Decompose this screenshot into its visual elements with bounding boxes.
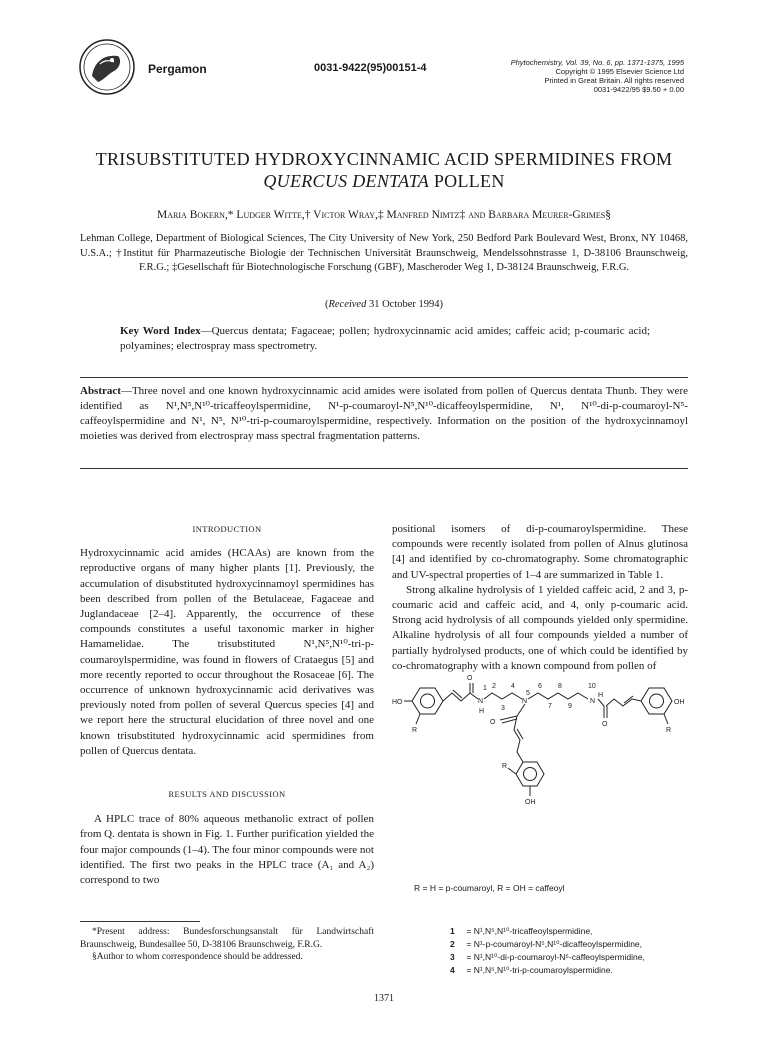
bottom-r-label: R <box>502 763 508 770</box>
right-r-label: R <box>666 727 672 734</box>
right-ring-aromatic <box>650 694 664 708</box>
abstract-rule-bottom <box>80 468 688 469</box>
compound-3: 3 = N¹,N¹⁰-di-p-coumaroyl-N⁵-caffeoylspermidine, <box>450 952 645 962</box>
journal-meta <box>511 58 684 94</box>
compound-2: 2 = N¹-p-coumaroyl-N⁵,N¹⁰-dicaffeoylspermidine, <box>450 939 643 949</box>
n10-h-label: H <box>598 692 604 699</box>
left-ho-label: HO <box>392 699 403 706</box>
bottom-phenyl-ring <box>516 762 544 786</box>
spermidine-structure-diagram <box>392 600 692 870</box>
n10-label: N <box>590 698 596 705</box>
title-line-2 <box>80 170 688 192</box>
footnote-present-address: *Present address: Bundesforschungsanstalt für Landwirtschaft Braunschweig, Bundesallee 50, D-38106 Braunschweig, F.R.G. <box>80 927 374 950</box>
compound-4: 4 = N¹,N⁵,N¹⁰-tri-p-coumaroylspermidine. <box>450 965 613 975</box>
received-value: 31 October 1994 <box>366 299 440 310</box>
publisher-name: Pergamon <box>148 62 207 76</box>
locant-6: 6 <box>538 683 542 690</box>
left-column <box>80 522 374 888</box>
right-oh-label: OH <box>674 699 685 706</box>
footnotes <box>80 926 374 964</box>
article-title <box>80 148 688 192</box>
keywords-label: Key Word Index <box>120 325 201 337</box>
received-date: (Received 31 October 1994) <box>324 299 444 310</box>
abstract-rule-top <box>80 377 688 378</box>
locant-8: 8 <box>558 683 562 690</box>
compound-list <box>450 925 645 977</box>
keywords <box>120 324 650 354</box>
publisher-logo <box>78 38 136 96</box>
bottom-oh-label: OH <box>525 799 536 806</box>
price-code: 0031-9422/95 $9.50 + 0.00 <box>593 85 684 94</box>
received-label: Received <box>328 299 367 310</box>
intro-text: Hydroxycinnamic acid amides (HCAAs) are known from the reproductive organs of many higher plants [1]. Previously, the accumulation of disubstituted hydroxycinnamoyl spermidines has been described from pollen of the Betulaceae, Fagaceae and Juglandaceae [2–4]. Apparently, the occurrence of these compounds constitutes a useful taxonomic marker in higher Hamamelidae. The trisubstituted N¹,N⁵,N¹⁰-tri-p-coumaroylspermidine, was found in flowers of Crataegus [5] and more recently reported to occur throughout the Rosaceae [6]. The occurrence of unknown hydroxycinnamic acid derivatives was previously noted from pollen of several Quercus species [4] and we report here the structural elucidation of three novel and one known trisubstituted hydroxycinnamic acid spermidines from pollen of Quercus dentata. <box>80 547 374 757</box>
title-pollen: POLLEN <box>429 171 505 191</box>
right-carbonyl-o: O <box>602 721 608 728</box>
left-ring-aromatic <box>421 694 435 708</box>
page-number: 1371 <box>374 993 394 1004</box>
left-carbonyl-o: O <box>467 675 473 682</box>
affiliation: Lehman College, Department of Biological Sciences, The City University of New York, 250 Bedford Park Boulevard West, Bronx, NY 10468, U.S.A.; †Institut für Pharmazeutische Biologie der Technischen Universität Braunschweig, Mendelssohnstrasse 1, D-38106 Braunschweig, F.R.G.; ‡Gesellschaft für Biotechnologische Forschung (GBF), Mascheroder Weg 1, D-38124 Braunschweig, F.R.G. <box>80 233 688 273</box>
n1-label: N <box>478 698 484 705</box>
locant-3: 3 <box>501 705 505 712</box>
locant-2: 2 <box>492 683 496 690</box>
results-text: A HPLC trace of 80% aqueous methanolic extract of pollen from Q. dentata is shown in Fig. 1. Further purification yielded the four major compounds (1–4). The four minor compounds were not identified. The first two peaks in the HPLC trace (A₁ and A₂) correspond to two <box>80 813 374 887</box>
right-para-1: positional isomers of di-p-coumaroylspermidine. These compounds were recently isolated from pollen of Alnus glutinosa [4] and identified by co-chromatography. Some chromatographic and UV-spectral properties of 1–4 are summarized in Table 1. <box>392 523 688 581</box>
locant-5: 5 <box>526 690 530 697</box>
footnote-rule <box>80 921 200 922</box>
authors: Maria Bokern,* Ludger Witte,† Victor Wray,‡ Manfred Nimtz‡ and Barbara Meurer-Grimes§ <box>157 209 611 221</box>
left-phenyl-ring <box>412 688 443 714</box>
n5-label: N <box>522 698 528 705</box>
printed-in: Printed in Great Britain. All rights reserved <box>544 76 684 85</box>
journal-citation: Phytochemistry, Vol. 39, No. 6, pp. 1371-1375, 1995 <box>510 58 684 67</box>
n1-h-label: H <box>479 708 485 715</box>
right-para-2: Strong alkaline hydrolysis of 1 yielded caffeic acid, 2 and 3, p-coumaric acid and caffeic acid, and 4, only p-coumaric acid. Strong acid hydrolysis of all compounds yielded only spermidine. Alkaline hydrolysis of all four compounds yielded a number of partially hydrolysed products, one of which could be identified by co-chromatography with a known compound from pollen of <box>392 583 688 672</box>
article-code: 0031-9422(95)00151-4 <box>314 62 427 74</box>
keywords-text: —Quercus dentata; Fagaceae; pollen; hydroxycinnamic acid amides; caffeic acid; p-coumaric acid; polyamines; electrospray mass spectrometry. <box>120 325 650 352</box>
results-heading: RESULTS AND DISCUSSION <box>168 789 286 800</box>
bottom-ring-aromatic <box>524 768 537 781</box>
intro-heading: INTRODUCTION <box>192 524 262 534</box>
abstract-text: —Three novel and one known hydroxycinnamic acid amides were isolated from pollen of Quercus dentata Thunb. They were identified as N¹,N⁵,N¹⁰-tricaffeoylspermidine, N¹-p-coumaroyl-N⁵,N¹⁰-dicaffeoylspermidine, N¹, N¹⁰-di-p-coumaroyl-N⁵-caffeoylspermidine and N¹, N⁵, N¹⁰-tri-p-coumaroylspermidine, respectively. Information on the position of the hydroxycinnamoyl moieties was derived from electrospray mass spectral fragmentation patterns. <box>80 385 688 442</box>
right-phenyl-ring <box>641 688 672 714</box>
abstract <box>80 384 688 444</box>
copyright: Copyright © 1995 Elsevier Science Ltd <box>555 67 684 76</box>
r-definition: R = H = p-coumaroyl, R = OH = caffeoyl <box>414 883 565 893</box>
abstract-label: Abstract <box>80 385 121 397</box>
footnote-correspondence: §Author to whom correspondence should be addressed. <box>92 952 303 962</box>
central-carbonyl-o: O <box>490 719 496 726</box>
compound-1: 1 = N¹,N⁵,N¹⁰-tricaffeoylspermidine, <box>450 926 593 936</box>
locant-10: 10 <box>588 683 596 690</box>
locant-9: 9 <box>568 703 572 710</box>
locant-1: 1 <box>483 685 487 692</box>
locant-7: 7 <box>548 703 552 710</box>
left-r-label: R <box>412 727 418 734</box>
title-line-1: TRISUBSTITUTED HYDROXYCINNAMIC ACID SPERMIDINES FROM <box>95 149 673 169</box>
locant-4: 4 <box>511 683 515 690</box>
title-species: QUERCUS DENTATA <box>263 171 430 191</box>
